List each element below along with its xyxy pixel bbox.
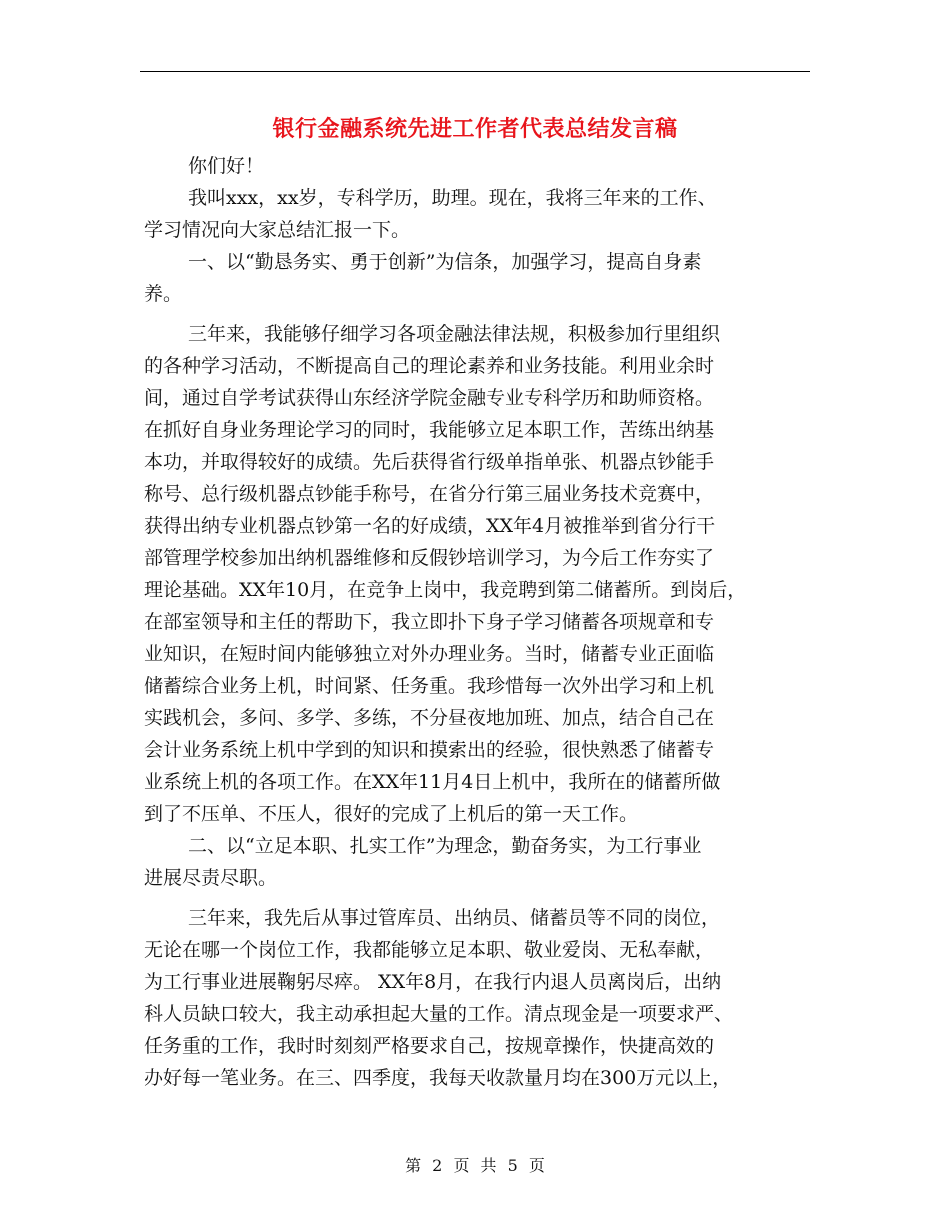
paragraph-lines <box>144 182 824 1094</box>
text-line: 我叫xxx，xx岁，专科学历，助理。现在，我将三年来的工作、 <box>188 187 717 209</box>
text-line: 储蓄综合业务上机，时间紧、任务重。我珍惜每一次外出学习和上机 <box>144 675 715 697</box>
text-line: 在部室领导和主任的帮助下，我立即扑下身子学习储蓄各项规章和专 <box>144 611 715 633</box>
text-line: 无论在哪一个岗位工作，我都能够立足本职、敬业爱岗、无私奉献， <box>144 939 715 961</box>
text-line: 三年来，我先后从事过管库员、出纳员、储蓄员等不同的岗位， <box>188 907 721 929</box>
text-line: 为工行事业进展鞠躬尽瘁。 XX年8月，在我行内退人员离岗后，出纳 <box>144 971 722 993</box>
text-line: 实践机会，多问、多学、多练，不分昼夜地加班、加点，结合自己在 <box>144 707 715 729</box>
text-line: 业知识，在短时间内能够独立对外办理业务。当时，储蓄专业正面临 <box>144 643 715 665</box>
text-line: 任务重的工作，我时时刻刻严格要求自己，按规章操作，快捷高效的 <box>144 1035 715 1057</box>
text-line: 学习情况向大家总结汇报一下。 <box>144 219 411 241</box>
text-line: 养。 <box>144 283 183 305</box>
text-line: 的各种学习活动，不断提高自己的理论素养和业务技能。利用业余时 <box>144 355 715 377</box>
text-line: 到了不压单、不压人，很好的完成了上机后的第一天工作。 <box>144 803 639 825</box>
text-line: 二、以“立足本职、扎实工作”为理念，勤奋务实，为工行事业 <box>188 835 702 857</box>
text-line: 会计业务系统上机中学到的知识和摸索出的经验，很快熟悉了储蓄专 <box>144 739 715 761</box>
text-line: 业系统上机的各项工作。在XX年11月4日上机中，我所在的储蓄所做 <box>144 771 721 793</box>
text-line: 在抓好自身业务理论学习的同时，我能够立足本职工作，苦练出纳基 <box>144 419 715 441</box>
document-title: 银行金融系统先进工作者代表总结发言稿 <box>272 116 678 142</box>
paragraph-gap <box>144 894 824 902</box>
page-number: 第 2 页 共 5 页 <box>405 1156 545 1175</box>
greeting: 你们好！ <box>188 155 265 177</box>
text-line: 科人员缺口较大，我主动承担起大量的工作。清点现金是一项要求严、 <box>144 1003 734 1025</box>
text-line: 获得出纳专业机器点钞第一名的好成绩，XX年4月被推举到省分行干 <box>144 515 716 537</box>
text-line: 本功，并取得较好的成绩。先后获得省行级单指单张、机器点钞能手 <box>144 451 715 473</box>
text-line: 间，通过自学考试获得山东经济学院金融专业专科学历和助师资格。 <box>144 387 715 409</box>
text-line: 一、以“勤恳务实、勇于创新”为信条，加强学习，提高自身素 <box>188 251 702 273</box>
text-line: 部管理学校参加出纳机器维修和反假钞培训学习，为今后工作夯实了 <box>144 547 715 569</box>
header-rule <box>140 71 810 72</box>
text-line: 三年来，我能够仔细学习各项金融法律法规，积极参加行里组织 <box>188 323 721 345</box>
document-body <box>144 150 824 1094</box>
text-line: 办好每一笔业务。在三、四季度，我每天收款量月均在300万元以上， <box>144 1067 732 1089</box>
text-line: 称号、总行级机器点钞能手称号，在省分行第三届业务技术竞赛中， <box>144 483 715 505</box>
paragraph-gap <box>144 310 824 318</box>
text-line: 理论基础。XX年10月，在竞争上岗中，我竞聘到第二储蓄所。到岗后， <box>144 579 747 601</box>
text-line: 进展尽责尽职。 <box>144 867 278 889</box>
